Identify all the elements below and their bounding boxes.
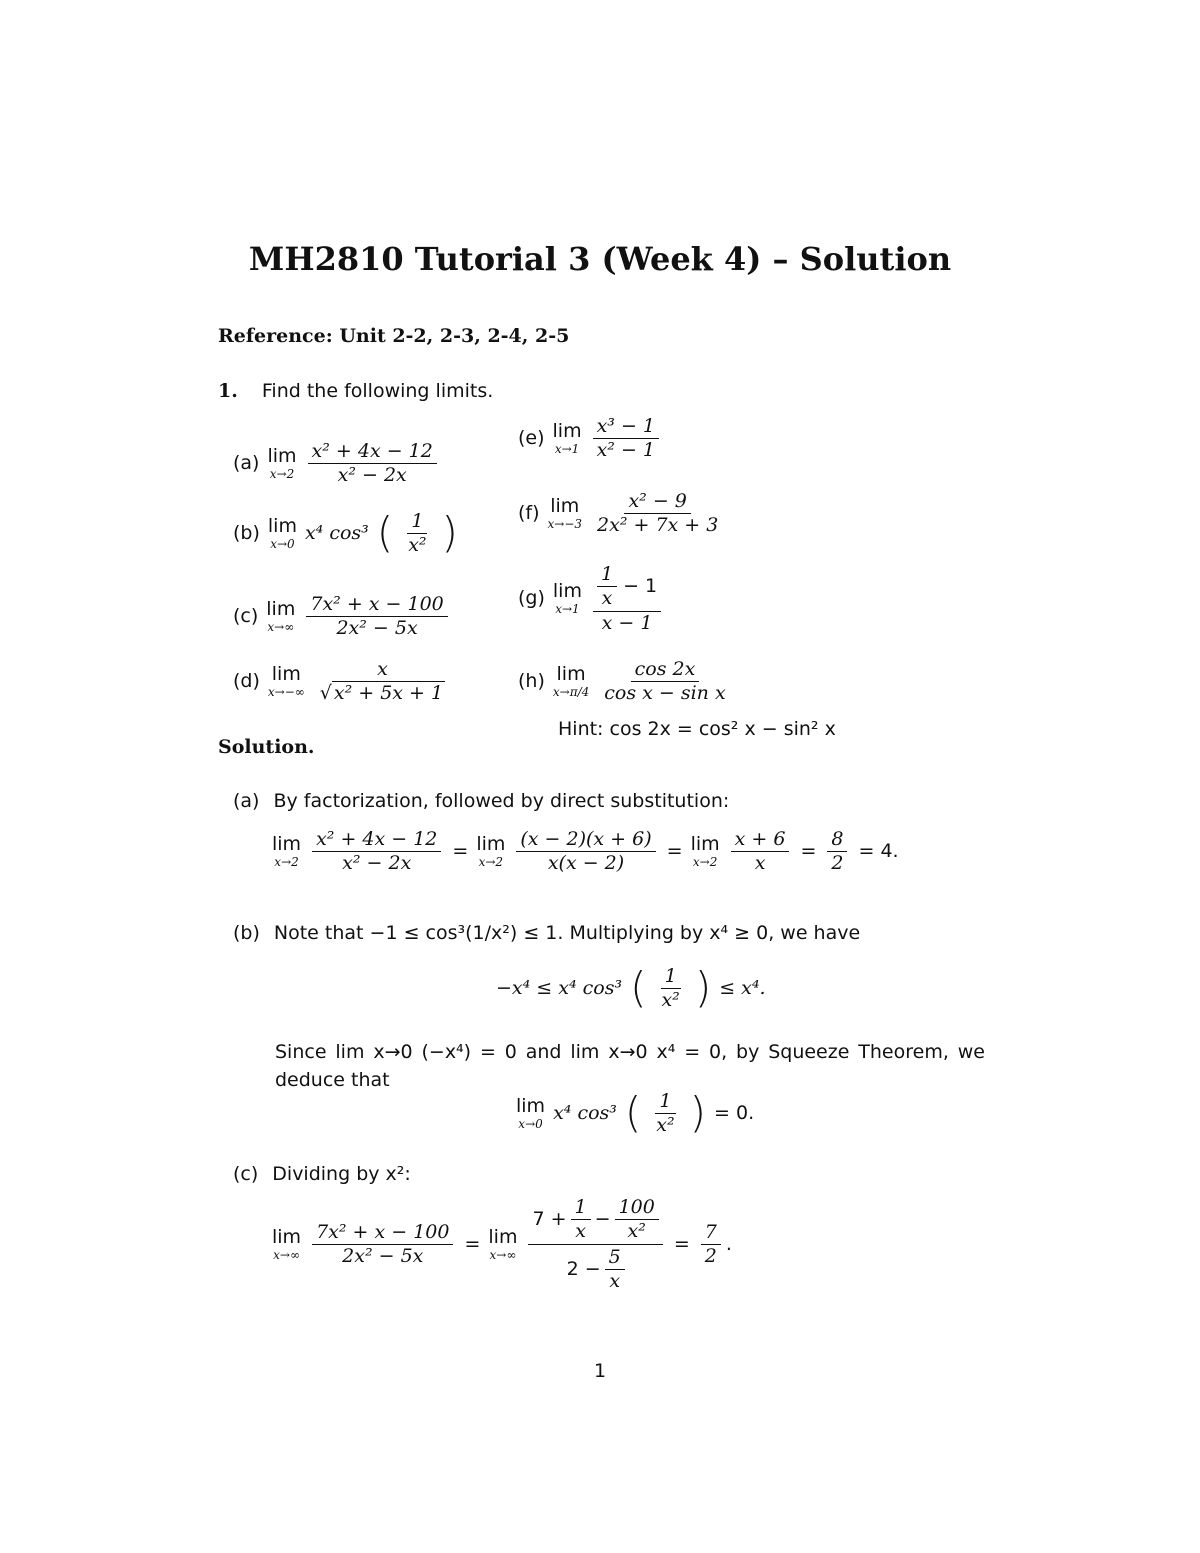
expression: x⁴ cos³ bbox=[304, 522, 369, 545]
part-label: (f) bbox=[518, 502, 540, 525]
right-paren: ) bbox=[441, 508, 458, 558]
limit-operator: lim x→0 bbox=[267, 514, 297, 551]
page-title: MH2810 Tutorial 3 (Week 4) – Solution bbox=[248, 240, 952, 278]
solution-heading: Solution. bbox=[218, 736, 315, 758]
part-label: (a) bbox=[233, 452, 260, 475]
problem-h bbox=[518, 658, 733, 705]
solution-c-chain: lim x→∞ $\frac{\text{7x² + x − 100}}{\text{2x² − 5x}}$ = lim x→∞ 7 + $\frac{1}{x}$ − $\frac{100}{\text{x²}}$ 2 − $\frac{5}{x}$ = $\frac{7}{2}$ . bbox=[272, 1196, 732, 1292]
question-1 bbox=[218, 380, 493, 402]
solution-b-squeeze: Since lim x→0 (−x⁴) = 0 and lim x→0 x⁴ = 0, by Squeeze Theorem, we deduce that bbox=[275, 1041, 985, 1091]
limit-operator: lim x→2 bbox=[267, 444, 297, 481]
solution-a-text: (a) By factorization, followed by direct substitution: bbox=[233, 790, 730, 812]
page-number: 1 bbox=[593, 1360, 607, 1382]
problem-g bbox=[518, 562, 664, 635]
question-number: 1. bbox=[218, 380, 238, 402]
limit-operator: lim x→1 bbox=[552, 419, 582, 456]
part-label: (c) bbox=[233, 605, 259, 628]
reference-line: Reference: Unit 2-2, 2-3, 2-4, 2-5 bbox=[218, 325, 570, 347]
part-label: (b) bbox=[233, 522, 260, 545]
limit-operator: lim x→π/4 bbox=[552, 662, 590, 699]
part-label: (e) bbox=[518, 427, 545, 450]
problem-c bbox=[233, 593, 451, 640]
part-label: (h) bbox=[518, 670, 545, 693]
part-label: (d) bbox=[233, 670, 260, 693]
solution-a-chain: lim x→2 $\frac{\text{x² + 4x − 12}}{\text{x² − 2x}}$ = lim x→2 $\frac{(x - 2)(x + 6)}{x(x - 2)}$ = lim x→2 $\frac{x + 6}{x}$ = $\frac{8}{2}$ = 4. bbox=[272, 828, 899, 874]
left-paren: ( bbox=[376, 508, 394, 558]
part-label: (g) bbox=[518, 587, 545, 610]
problem-a bbox=[233, 440, 440, 487]
fraction: $\frac{x}{\text{√ x² + 5x + 1}}$ bbox=[319, 658, 444, 704]
fraction: $\frac{\text{x² − 9}}{\text{2x² + 7x + 3}}$ bbox=[597, 490, 719, 536]
question-text: Find the following limits. bbox=[261, 380, 494, 402]
hint-h: Hint: cos 2x = cos² x − sin² x bbox=[558, 718, 836, 740]
fraction: $\frac{\cos 2x}{\text{cos x − sin x}}$ bbox=[604, 658, 726, 704]
solution-b-inequality: −x⁴ ≤ x⁴ cos³ ( $\frac{1}{\text{x²}}$ ) ≤ x⁴. bbox=[496, 963, 766, 1013]
problem-d bbox=[233, 658, 452, 705]
fraction: $\frac{1}{x}$ − 1 x − 1 bbox=[593, 562, 661, 635]
limit-operator: lim x→∞ bbox=[266, 597, 296, 634]
fraction: $\frac{\text{7x² + x − 100}}{\text{2x² − 5x}}$ bbox=[306, 593, 447, 640]
solution-b-result: lim x→0 x⁴ cos³ ( $\frac{1}{\text{x²}}$ ) = 0. bbox=[516, 1088, 755, 1138]
solution-b-text: (b) Note that −1 ≤ cos³(1/x²) ≤ 1. Multiplying by x⁴ ≥ 0, we have bbox=[233, 922, 861, 944]
problem-f bbox=[518, 490, 725, 537]
fraction: $\frac{1}{\text{x²}}$ bbox=[408, 510, 427, 556]
solution-c-text: (c) Dividing by x²: bbox=[233, 1163, 411, 1185]
fraction: $\frac{\text{x³ − 1}}{\text{x² − 1}}$ bbox=[593, 415, 659, 462]
fraction: $\frac{\text{x² + 4x − 12}}{\text{x² − 2x}}$ bbox=[308, 440, 437, 487]
limit-operator: lim x→−3 bbox=[547, 494, 583, 531]
limit-operator: lim x→−∞ bbox=[267, 662, 305, 699]
sqrt-icon: √ bbox=[319, 681, 332, 704]
problem-e bbox=[518, 415, 662, 462]
problem-b bbox=[233, 510, 458, 557]
limit-operator: lim x→1 bbox=[552, 579, 582, 616]
